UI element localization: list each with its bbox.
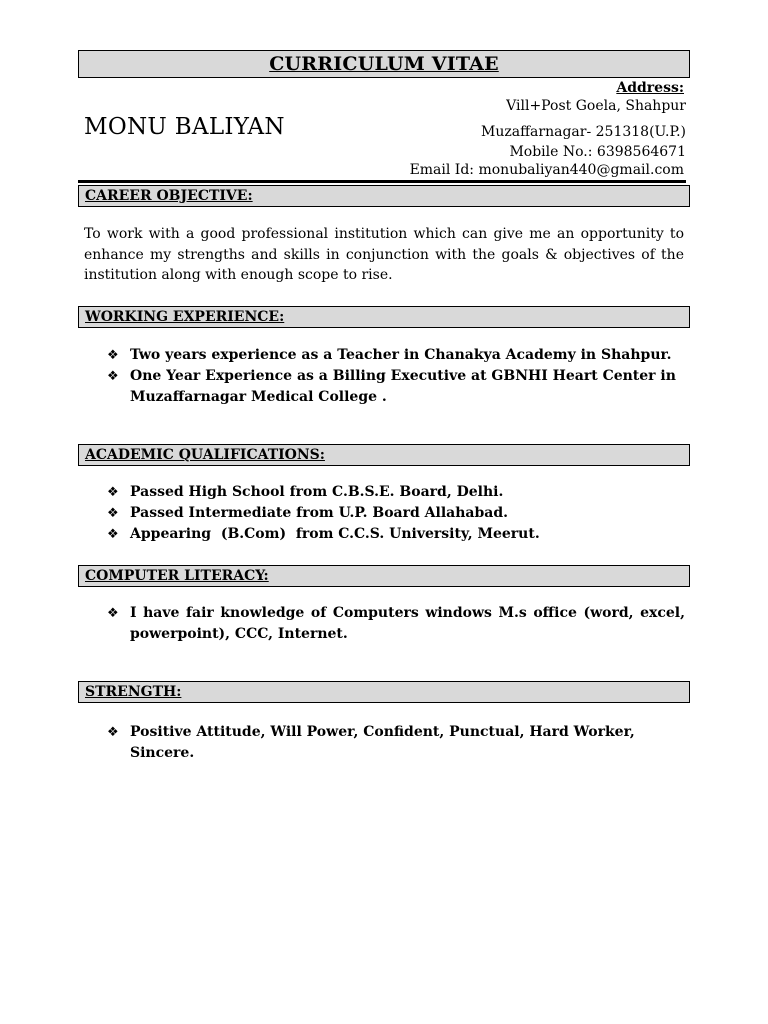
career-objective-text: To work with a good professional institution which can give me an opportunity to enhance my strengths and skills in conjunction with the goals & objectives of the institution along with enough scope to rise. <box>84 226 684 283</box>
section-heading-label: CAREER OBJECTIVE: <box>85 188 253 204</box>
list-item: ❖ I have fair knowledge of Computers windows M.s office (word, excel, powerpoint), CCC, Internet. <box>107 605 685 642</box>
list-item: ❖ Appearing (B.Com) from C.C.S. University, Meerut. <box>107 524 685 545</box>
section-heading-label: STRENGTH: <box>85 684 182 700</box>
four-diamond-bullet-icon: ❖ <box>107 369 119 384</box>
experience-list <box>107 345 685 408</box>
list-item: ❖ Positive Attitude, Will Power, Confident, Punctual, Hard Worker, Sincere. <box>107 724 635 761</box>
candidate-name: MONU BALIYAN <box>84 114 285 140</box>
four-diamond-bullet-icon: ❖ <box>107 506 119 521</box>
section-heading-academic-qualifications <box>78 444 690 466</box>
document-title: CURRICULUM VITAE <box>78 50 690 78</box>
section-heading-career-objective <box>78 185 690 207</box>
address-label: Address: <box>616 80 684 96</box>
list-item: ❖ One Year Experience as a Billing Executive at GBNHI Heart Center in Muzaffarnagar Medical College . <box>107 368 676 405</box>
mobile-number: Mobile No.: 6398564671 <box>509 144 686 160</box>
four-diamond-bullet-icon: ❖ <box>107 606 119 621</box>
header-divider <box>78 180 686 183</box>
section-heading-computer-literacy <box>78 565 690 587</box>
address-line-2: Muzaffarnagar- 251318(U.P.) <box>481 124 686 140</box>
four-diamond-bullet-icon: ❖ <box>107 485 119 500</box>
list-item: ❖ Two years experience as a Teacher in Chanakya Academy in Shahpur. <box>107 345 685 366</box>
four-diamond-bullet-icon: ❖ <box>107 725 119 740</box>
section-heading-label: COMPUTER LITERACY: <box>85 568 269 584</box>
four-diamond-bullet-icon: ❖ <box>107 527 119 542</box>
computer-list <box>107 603 685 645</box>
address-line-1: Vill+Post Goela, Shahpur <box>506 98 686 114</box>
section-heading-working-experience <box>78 306 690 328</box>
four-diamond-bullet-icon: ❖ <box>107 348 119 363</box>
academic-list <box>107 482 685 545</box>
section-heading-label: ACADEMIC QUALIFICATIONS: <box>85 447 325 463</box>
section-heading-strength <box>78 681 690 703</box>
list-item: ❖ Passed Intermediate from U.P. Board Allahabad. <box>107 503 685 524</box>
section-heading-label: WORKING EXPERIENCE: <box>85 309 285 325</box>
strength-list <box>107 722 685 764</box>
list-item: ❖ Passed High School from C.B.S.E. Board, Delhi. <box>107 482 685 503</box>
email-address: Email Id: monubaliyan440@gmail.com <box>409 162 684 178</box>
